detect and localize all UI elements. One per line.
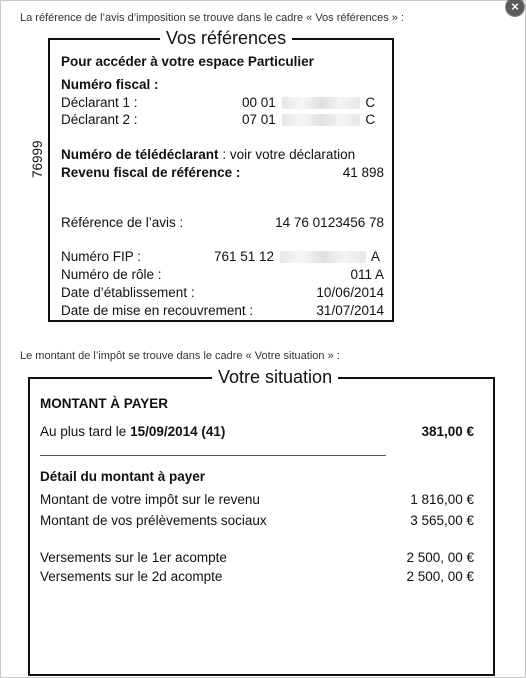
recouvrement-value: 31/07/2014: [316, 303, 384, 318]
fip-suffix: A: [370, 249, 380, 264]
au-plus-tard-row: [40, 424, 225, 439]
ref-avis-value: 14 76 0123456 78: [275, 215, 384, 230]
situation-box: [28, 367, 495, 676]
declarant1-suffix: C: [365, 95, 376, 110]
detail-row-value: 2 500, 00 €: [406, 569, 474, 584]
detail-row-label: Montant de vos prélèvements sociaux: [40, 513, 267, 528]
rfr-label: Revenu fiscal de référence :: [61, 165, 241, 180]
detail-row-value: 3 565,00 €: [410, 513, 474, 528]
declarant1-prefix: 00 01: [242, 95, 276, 110]
detail-heading: Détail du montant à payer: [40, 469, 206, 484]
declarant2-value: [242, 112, 375, 127]
detail-row-label: Montant de votre impôt sur le revenu: [40, 492, 260, 507]
redacted-mask: [282, 97, 360, 109]
ref-avis-label: Référence de l’avis :: [61, 215, 184, 230]
divider: [40, 455, 386, 456]
detail-row-label: Versements sur le 2d acompte: [40, 569, 223, 584]
redacted-mask: [282, 114, 360, 126]
montant-total: 381,00 €: [421, 424, 474, 439]
fip-value: [214, 249, 380, 264]
detail-row-value: 2 500, 00 €: [406, 550, 474, 565]
redacted-mask: [280, 251, 366, 263]
au-plus-tard-label: Au plus tard le: [40, 424, 127, 439]
etablissement-label: Date d’établissement :: [61, 285, 195, 300]
numero-fiscal-label: Numéro fiscal :: [61, 77, 159, 92]
declarant2-label: Déclarant 2 :: [61, 112, 138, 127]
intro-references-text: La référence de l’avis d’imposition se trouve dans le cadre « Vos références » :: [20, 12, 404, 24]
declarant1-value: [242, 95, 375, 110]
au-plus-tard-date: 15/09/2014 (41): [130, 424, 226, 439]
teledeclarant-row: [61, 147, 355, 162]
fip-prefix: 761 51 12: [214, 249, 275, 264]
declarant2-suffix: C: [365, 112, 376, 127]
situation-title: Votre situation: [212, 367, 338, 388]
intro-situation-text: Le montant de l’impôt se trouve dans le cadre « Votre situation » :: [20, 350, 340, 362]
fip-label: Numéro FIP :: [61, 249, 142, 264]
rfr-value: 41 898: [342, 165, 384, 180]
declarant2-prefix: 07 01: [242, 112, 276, 127]
role-value: 011 A: [350, 267, 384, 282]
detail-row-label: Versements sur le 1er acompte: [40, 550, 227, 565]
references-box: [48, 28, 394, 322]
close-icon[interactable]: ×: [506, 0, 524, 16]
teledeclarant-value: : voir votre déclaration: [222, 147, 356, 162]
role-label: Numéro de rôle :: [61, 267, 162, 282]
teledeclarant-label: Numéro de télédéclarant: [61, 147, 219, 162]
detail-row-value: 1 816,00 €: [410, 492, 474, 507]
recouvrement-label: Date de mise en recouvrement :: [61, 303, 254, 318]
references-heading: Pour accéder à votre espace Particulier: [61, 54, 314, 69]
side-code: 76999: [30, 140, 45, 178]
montant-heading: MONTANT À PAYER: [40, 396, 169, 411]
declarant1-label: Déclarant 1 :: [61, 95, 138, 110]
references-title: Vos références: [160, 28, 292, 49]
etablissement-value: 10/06/2014: [316, 285, 384, 300]
